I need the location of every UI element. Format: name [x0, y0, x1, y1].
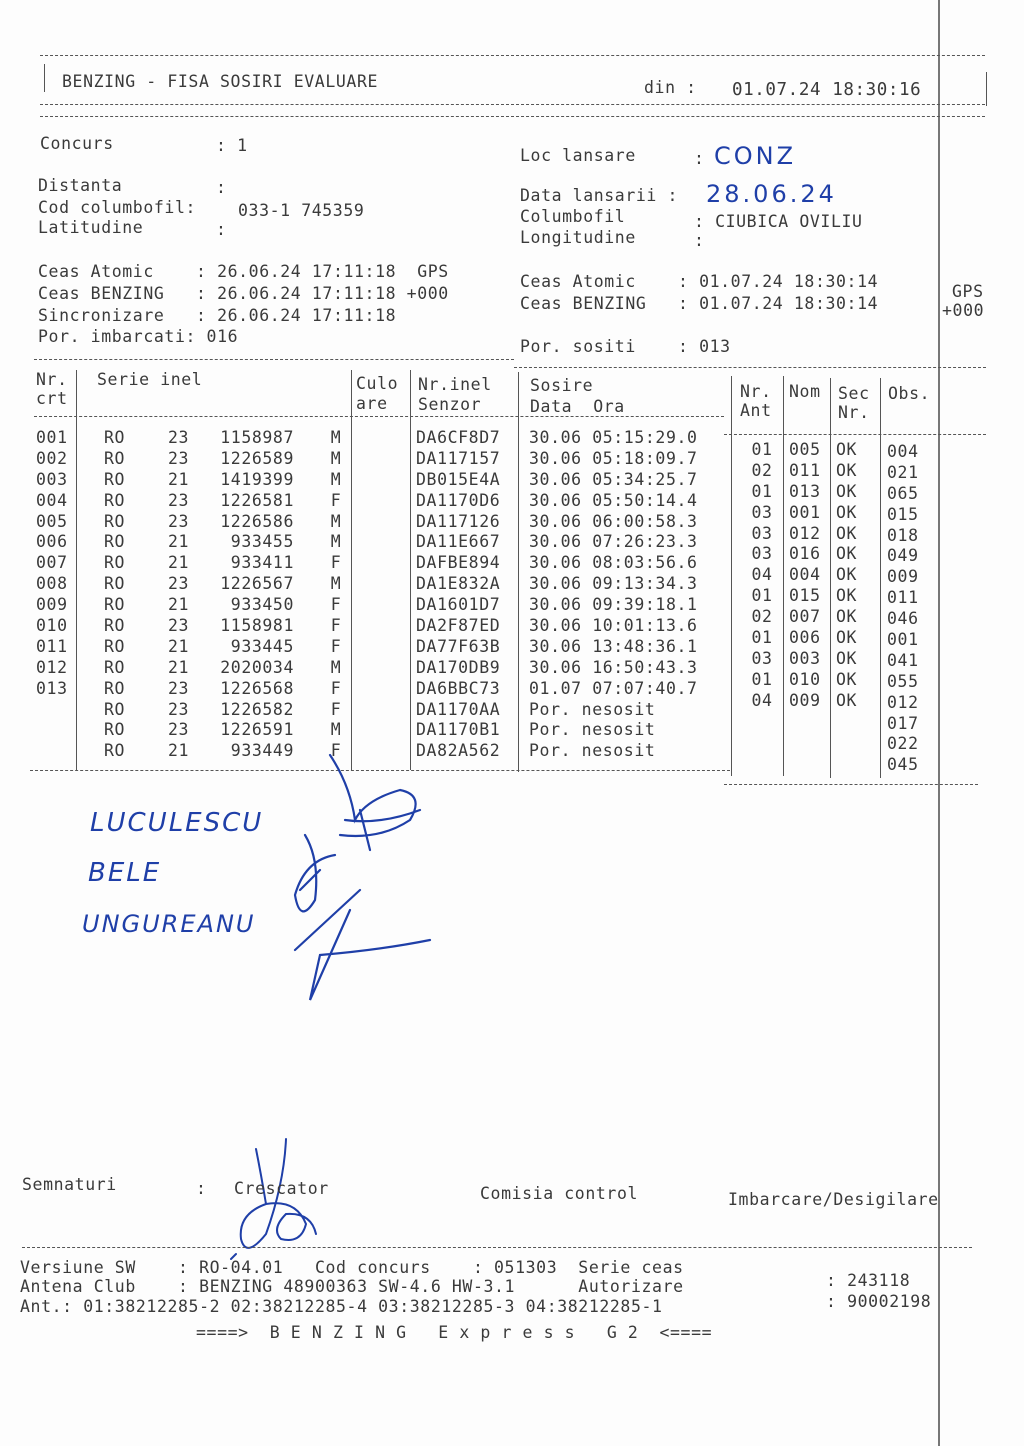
cell-an: 23	[168, 678, 190, 698]
ceas-benzing-end-suffix: +000	[942, 301, 985, 320]
cell-nom: 003	[789, 648, 821, 668]
cell-an: 23	[168, 511, 190, 531]
cell-ant: 01	[751, 586, 773, 606]
page-edge	[938, 0, 940, 1446]
cell-sex: F	[330, 699, 342, 719]
table-top-rule-right	[514, 367, 986, 368]
cell-sosire: 30.06 16:50:43.3	[529, 657, 698, 677]
header-nr-ant-2: Ant	[740, 401, 772, 420]
header-top-rule	[40, 55, 985, 56]
cell-tara: RO	[104, 553, 126, 573]
cell-an: 21	[168, 657, 190, 677]
cell-sec: OK	[836, 607, 858, 627]
cell-nom: 013	[789, 481, 821, 501]
cell-inel: 933449	[230, 741, 294, 761]
signature-crescator	[226, 1134, 336, 1264]
header-culoare-1: Culo	[356, 374, 399, 393]
cell-obs: 011	[887, 588, 919, 608]
cell-tara: RO	[104, 741, 126, 761]
longitudine-value: :	[694, 231, 705, 250]
header-data-ora: Data Ora	[530, 397, 625, 416]
concurs-value: : 1	[216, 136, 248, 155]
cell-sosire: 30.06 13:48:36.1	[529, 636, 698, 656]
loc-lansare-label: Loc lansare	[520, 146, 636, 165]
cell-nom: 007	[789, 607, 821, 627]
cell-tara: RO	[104, 511, 126, 531]
porumbei-imbarcati: Por. imbarcati: 016	[38, 327, 239, 346]
cell-nr	[36, 720, 72, 741]
cell-nom	[789, 732, 829, 753]
cell-an: 21	[168, 741, 190, 761]
cell-obs: 021	[887, 462, 919, 482]
handwritten-name-2: BELE	[88, 858, 162, 888]
table-bottom-rule-right	[724, 784, 978, 785]
cell-an: 21	[168, 532, 190, 552]
cell-sosire: 30.06 05:50:14.4	[529, 490, 698, 510]
cell-sec: OK	[836, 669, 858, 689]
cell-sosire: 30.06 09:39:18.1	[529, 595, 698, 615]
cell-sex: M	[330, 532, 342, 552]
cell-ant: 01	[751, 440, 773, 459]
benzing-express-banner: ====> B E N Z I N G E x p r e s s G 2 <====	[196, 1323, 713, 1342]
cell-nom	[789, 712, 829, 733]
cell-obs: 017	[887, 713, 919, 733]
cell-tara: RO	[104, 720, 126, 740]
column-sex	[326, 428, 346, 762]
cell-nom: 005	[789, 440, 821, 459]
cell-nom: 015	[789, 586, 821, 606]
cell-obs: 004	[887, 442, 919, 461]
cell-an: 21	[168, 636, 190, 656]
signature-scribble-1	[260, 740, 450, 1020]
cell-sosire: 30.06 10:01:13.6	[529, 616, 698, 636]
column-senzor	[416, 428, 516, 762]
cell-sec: OK	[836, 648, 858, 668]
cell-sec	[836, 753, 876, 774]
cell-inel: 1226568	[220, 678, 294, 698]
cell-obs: 045	[887, 755, 919, 775]
cell-inel: 1226567	[220, 574, 294, 594]
cell-ant: 04	[751, 690, 773, 710]
header-serie-inel: Serie inel	[97, 370, 203, 389]
cell-nr	[36, 700, 72, 721]
cell-tara: RO	[104, 574, 126, 594]
cell-ant: 02	[751, 607, 773, 627]
cell-sex: F	[330, 553, 342, 573]
cell-nr: 013	[36, 678, 68, 698]
header-nr-inel-1: Nr.inel	[418, 375, 492, 394]
cell-nom: 016	[789, 544, 821, 564]
cell-ant: 01	[751, 628, 773, 648]
data-lansarii-label: Data lansarii :	[520, 186, 679, 205]
col-sep-nom	[783, 376, 784, 776]
cell-sec: OK	[836, 544, 858, 564]
cell-nr: 011	[36, 636, 68, 656]
cell-nom: 001	[789, 502, 821, 522]
table-header-rule-right	[724, 434, 986, 435]
cell-nr: 008	[36, 574, 68, 594]
cell-tara: RO	[104, 616, 126, 636]
cell-nr: 001	[36, 428, 68, 447]
cell-obs: 015	[887, 504, 919, 524]
cell-nr: 009	[36, 595, 68, 615]
cell-senzor: DA77F63B	[416, 636, 501, 656]
cell-sex: F	[330, 616, 342, 636]
column-nr-crt	[36, 428, 72, 762]
cell-an: 23	[168, 448, 190, 468]
col-sep-senzor	[410, 370, 411, 770]
semnaturi-colon: :	[196, 1179, 207, 1198]
cell-ant: 03	[751, 544, 773, 564]
cell-obs: 012	[887, 692, 919, 712]
cell-sosire: 30.06 09:13:34.3	[529, 574, 698, 594]
cell-senzor: DA6CF8D7	[416, 428, 501, 447]
ceas-atomic-end-suffix: GPS	[952, 282, 984, 301]
cell-senzor: DB015E4A	[416, 469, 501, 489]
cell-senzor: DA1601D7	[416, 595, 501, 615]
cell-obs: 049	[887, 546, 919, 566]
cell-obs: 009	[887, 567, 919, 587]
cell-obs: 022	[887, 734, 919, 754]
cell-senzor: DA1E832A	[416, 574, 501, 594]
cell-sec: OK	[836, 502, 858, 522]
din-label: din :	[644, 78, 697, 97]
cell-ant: 03	[751, 648, 773, 668]
cell-obs: 055	[887, 671, 919, 691]
cell-an: 21	[168, 595, 190, 615]
cell-senzor: DA170DB9	[416, 657, 501, 677]
versiune-sw: Versiune SW : RO-04.01 Cod concurs : 051303 Serie ceas	[20, 1258, 684, 1277]
cell-sec: OK	[836, 690, 858, 710]
col-sep-culoare	[351, 370, 352, 770]
cell-sex: M	[330, 574, 342, 594]
loc-lansare-handwritten: CONZ	[714, 142, 797, 170]
cell-an: 21	[168, 469, 190, 489]
cell-inel: 1158981	[220, 616, 294, 636]
cell-nr: 002	[36, 448, 68, 468]
cell-sex: M	[330, 469, 342, 489]
cell-sosire: 30.06 05:34:25.7	[529, 469, 698, 489]
cell-tara: RO	[104, 490, 126, 510]
cell-senzor: DA1170AA	[416, 699, 501, 719]
cell-nr: 007	[36, 553, 68, 573]
concurs-label: Concurs	[40, 134, 114, 153]
antena-club: Antena Club : BENZING 48900363 SW-4.6 HW-3.1 Autorizare	[20, 1277, 684, 1296]
cell-sec	[836, 712, 876, 733]
cell-senzor: DAFBE894	[416, 553, 501, 573]
cell-sec: OK	[836, 481, 858, 501]
cell-senzor: DA82A562	[416, 741, 501, 761]
cell-sosire: Por. nesosit	[529, 699, 656, 719]
cell-ant: 04	[751, 565, 773, 585]
cell-tara: RO	[104, 595, 126, 615]
cell-sec: OK	[836, 440, 858, 459]
cell-inel: 1226591	[220, 720, 294, 740]
loc-lansare-colon: :	[694, 149, 705, 168]
cell-nom	[789, 753, 829, 774]
cell-ant	[746, 753, 778, 774]
cell-senzor: DA11E667	[416, 532, 501, 552]
header-bottom-rule	[40, 116, 985, 117]
cell-senzor: DA6BBC73	[416, 678, 501, 698]
cod-columbofil-value: 033-1 745359	[238, 201, 365, 220]
cell-senzor: DA2F87ED	[416, 616, 501, 636]
cell-sec: OK	[836, 460, 858, 480]
cell-tara: RO	[104, 678, 126, 698]
porumbei-sositi: Por. sositi : 013	[520, 337, 731, 356]
cell-tara: RO	[104, 532, 126, 552]
cell-inel: 933445	[230, 636, 294, 656]
serie-ceas-value: : 243118	[826, 1271, 911, 1290]
cell-tara: RO	[104, 469, 126, 489]
cell-an: 23	[168, 574, 190, 594]
cell-sex: F	[330, 741, 342, 761]
handwritten-name-3: UNGUREANU	[82, 910, 256, 938]
ceas-benzing-start: Ceas BENZING : 26.06.24 17:11:18 +000	[38, 284, 449, 303]
longitudine-label: Longitudine	[520, 228, 636, 247]
din-value: 01.07.24 18:30:16	[732, 80, 922, 100]
cell-sec: OK	[836, 628, 858, 648]
cell-ant	[746, 732, 778, 753]
cell-obs: 065	[887, 483, 919, 503]
header-sec-2: Nr.	[838, 403, 870, 422]
header-nr-inel-2: Senzor	[418, 395, 482, 414]
column-nom	[789, 440, 829, 774]
cell-tara: RO	[104, 699, 126, 719]
cell-an: 23	[168, 616, 190, 636]
cell-sex: M	[330, 428, 342, 447]
cell-sosire: 30.06 06:00:58.3	[529, 511, 698, 531]
cell-obs: 018	[887, 525, 919, 545]
cell-sec: OK	[836, 586, 858, 606]
header-nr-crt-2: crt	[36, 389, 68, 408]
cell-senzor: DA1170D6	[416, 490, 501, 510]
latitudine-value: :	[216, 220, 227, 239]
antene-list: Ant.: 01:38212285-2 02:38212285-4 03:38212285-3 04:38212285-1	[20, 1297, 663, 1316]
cell-sex: F	[330, 678, 342, 698]
cell-inel: 933411	[230, 553, 294, 573]
cell-nom: 010	[789, 669, 821, 689]
header-mid-rule	[40, 104, 985, 105]
imbarcare-desigilare-label: Imbarcare/Desigilare	[728, 1190, 939, 1209]
cell-inel: 1158987	[220, 428, 294, 447]
columbofil-label: Columbofil	[520, 207, 626, 226]
latitudine-label: Latitudine	[38, 218, 144, 237]
cell-an: 23	[168, 428, 190, 447]
column-sec	[836, 440, 876, 774]
header-nr-crt-1: Nr.	[36, 370, 68, 389]
cell-nom: 009	[789, 690, 821, 710]
cell-senzor: DA117157	[416, 448, 501, 468]
cell-inel: 1226586	[220, 511, 294, 531]
cell-an: 23	[168, 699, 190, 719]
cell-sex: F	[330, 636, 342, 656]
cell-ant: 01	[751, 669, 773, 689]
document-title: BENZING - FISA SOSIRI EVALUARE	[62, 72, 379, 91]
cell-nom: 004	[789, 565, 821, 585]
cell-senzor: DA117126	[416, 511, 501, 531]
cell-sosire: 30.06 07:26:23.3	[529, 532, 698, 552]
cell-obs: 041	[887, 650, 919, 670]
cell-sosire: 30.06 05:18:09.7	[529, 448, 698, 468]
cell-sex: M	[330, 511, 342, 531]
sincronizare: Sincronizare : 26.06.24 17:11:18	[38, 306, 397, 325]
footer-rule	[22, 1247, 972, 1248]
ceas-atomic-start: Ceas Atomic : 26.06.24 17:11:18 GPS	[38, 262, 449, 281]
header-left-bar	[44, 64, 45, 92]
semnaturi-label: Semnaturi	[22, 1175, 117, 1194]
header-sosire: Sosire	[530, 376, 594, 395]
header-obs: Obs.	[888, 384, 931, 403]
cell-tara: RO	[104, 428, 126, 447]
cell-sosire: Por. nesosit	[529, 741, 656, 761]
cell-inel: 2020034	[220, 657, 294, 677]
cell-inel: 1226582	[220, 699, 294, 719]
ceas-atomic-end: Ceas Atomic : 01.07.24 18:30:14	[520, 272, 879, 291]
autorizare-value: : 90002198	[826, 1292, 932, 1311]
cod-columbofil-label: Cod columbofil:	[38, 198, 197, 217]
crescator-label: Crescator	[234, 1179, 329, 1198]
header-nr-ant-1: Nr.	[740, 382, 772, 401]
cell-sex: M	[330, 448, 342, 468]
cell-an: 23	[168, 490, 190, 510]
distanta-value: :	[216, 178, 227, 197]
cell-inel: 933450	[230, 595, 294, 615]
ceas-benzing-end: Ceas BENZING : 01.07.24 18:30:14	[520, 294, 879, 313]
distanta-label: Distanta	[38, 176, 123, 195]
cell-sec: OK	[836, 523, 858, 543]
cell-sosire: 30.06 05:15:29.0	[529, 428, 698, 447]
cell-sosire: 01.07 07:07:40.7	[529, 678, 698, 698]
cell-nr: 004	[36, 490, 68, 510]
cell-nom: 006	[789, 628, 821, 648]
cell-tara: RO	[104, 448, 126, 468]
cell-inel: 1226589	[220, 448, 294, 468]
cell-ant: 02	[751, 460, 773, 480]
cell-sosire: 30.06 08:03:56.6	[529, 553, 698, 573]
cell-nr: 005	[36, 511, 68, 531]
cell-sex: F	[330, 490, 342, 510]
column-ant	[746, 440, 778, 774]
cell-nr: 006	[36, 532, 68, 552]
cell-ant	[746, 712, 778, 733]
header-nom: Nom	[789, 382, 821, 401]
cell-nr: 012	[36, 657, 68, 677]
cell-sec	[836, 732, 876, 753]
cell-nr: 003	[36, 469, 68, 489]
col-sep-sosire	[518, 372, 519, 772]
cell-ant: 03	[751, 523, 773, 543]
column-tara	[104, 428, 134, 762]
col-sep-sec	[830, 378, 831, 778]
cell-sec: OK	[836, 565, 858, 585]
handwritten-name-1: LUCULESCU	[90, 808, 264, 838]
columbofil-value: : CIUBICA OVILIU	[694, 212, 863, 231]
col-sep-nr	[76, 370, 77, 770]
col-sep-obs	[880, 378, 881, 778]
cell-tara: RO	[104, 657, 126, 677]
header-sec-1: Sec	[838, 384, 870, 403]
cell-nom: 012	[789, 523, 821, 543]
cell-nom: 011	[789, 460, 821, 480]
cell-ant: 01	[751, 481, 773, 501]
header-right-bar	[986, 72, 987, 106]
cell-inel: 933455	[230, 532, 294, 552]
cell-sex: F	[330, 595, 342, 615]
cell-nr	[36, 741, 72, 762]
cell-an: 21	[168, 553, 190, 573]
column-obs	[887, 442, 927, 776]
data-lansarii-handwritten: 28.06.24	[706, 180, 837, 208]
cell-senzor: DA1170B1	[416, 720, 501, 740]
cell-inel: 1419399	[220, 469, 294, 489]
comisia-control-label: Comisia control	[480, 1184, 639, 1203]
column-an	[168, 428, 194, 762]
cell-obs: 001	[887, 630, 919, 650]
cell-nr: 010	[36, 616, 68, 636]
cell-inel: 1226581	[220, 490, 294, 510]
cell-an: 23	[168, 720, 190, 740]
cell-sex: M	[330, 657, 342, 677]
table-top-rule-left	[34, 359, 514, 360]
cell-sex: M	[330, 720, 342, 740]
header-culoare-2: are	[356, 394, 388, 413]
cell-obs: 046	[887, 609, 919, 629]
cell-tara: RO	[104, 636, 126, 656]
column-inel	[200, 428, 294, 762]
col-sep-ant	[731, 376, 732, 776]
cell-ant: 03	[751, 502, 773, 522]
cell-sosire: Por. nesosit	[529, 720, 656, 740]
column-sosire	[529, 428, 729, 762]
